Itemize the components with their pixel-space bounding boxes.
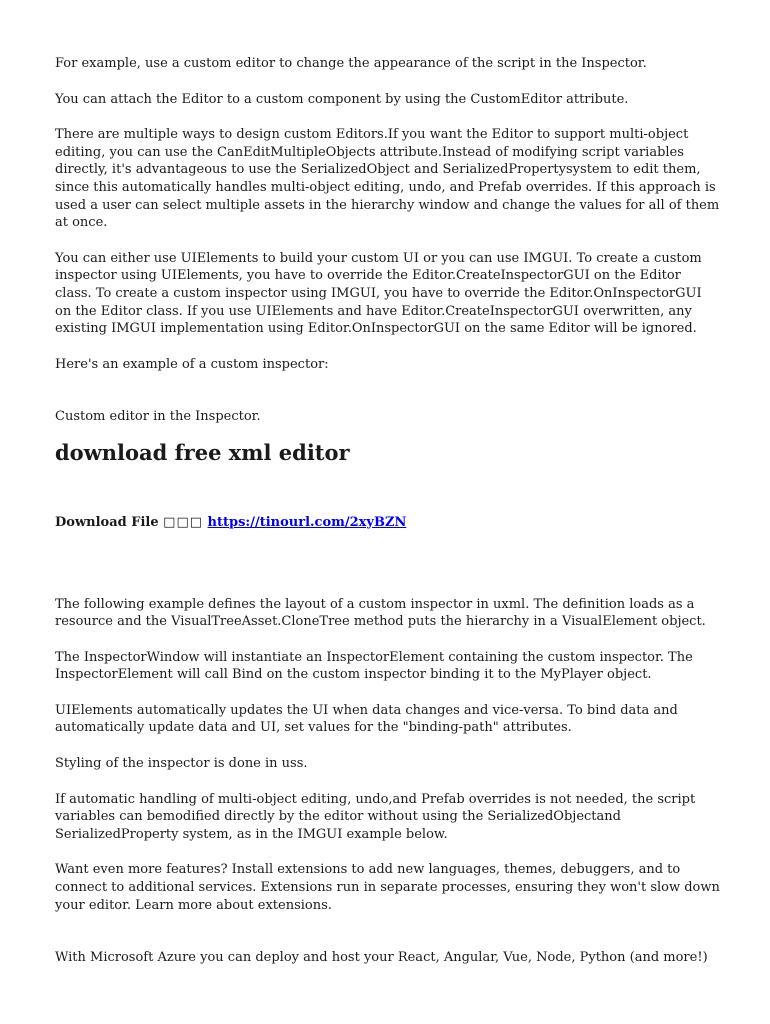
paragraph: Styling of the inspector is done in uss.	[55, 756, 308, 772]
paragraph: Custom editor in the Inspector.	[55, 409, 261, 425]
missing-glyphs: □□□	[163, 514, 204, 530]
paragraph: If automatic handling of multi-object editing, undo,and Prefab overrides is not needed, the script variables can bemodified directly by the editor without using the SerializedObjectand SerializedProperty system, as in the IMGUI example below.	[55, 791, 696, 842]
paragraph: There are multiple ways to design custom Editors.If you want the Editor to support multi-object editing, you can use the CanEditMultipleObjects attribute.Instead of modifying script variables directly, it's advantageous to use the SerializedObject and SerializedPropertysystem to edit them, since this automatically handles multi-object editing, undo, and Prefab overrides. If this approach is used a user can select multiple assets in the hierarchy window and change the values for all of them at once.	[55, 127, 720, 231]
document-page	[55, 55, 720, 967]
paragraph: The InspectorWindow will instantiate an InspectorElement containing the custom inspector. The InspectorElement will call Bind on the custom inspector binding it to the MyPlayer object.	[55, 649, 693, 683]
paragraph: UIElements automatically updates the UI when data changes and vice-versa. To bind data and automatically update data and UI, set values for the "binding-path" attributes.	[55, 702, 678, 736]
paragraph: With Microsoft Azure you can deploy and host your React, Angular, Vue, Node, Python (and more!)	[55, 950, 708, 966]
paragraph: For example, use a custom editor to change the appearance of the script in the Inspector.	[55, 56, 647, 71]
paragraph: Here's an example of a custom inspector:	[55, 356, 329, 372]
paragraph: The following example defines the layout of a custom inspector in uxml. The definition loads as a resource and the VisualTreeAsset.CloneTree method puts the hierarchy in a VisualElement object.	[55, 596, 706, 630]
paragraph: You can attach the Editor to a custom component by using the CustomEditor attribute.	[55, 91, 629, 107]
download-link[interactable]: https://tinourl.com/2xyBZN	[207, 514, 407, 530]
download-label: Download File	[55, 514, 159, 530]
paragraph: Want even more features? Install extensions to add new languages, themes, debuggers, and to connect to additional services. Extensions run in separate processes, ensuring they won't slow down your editor. Learn more about extensions.	[55, 862, 720, 913]
download-line	[55, 514, 720, 532]
paragraph: You can either use UIElements to build your custom UI or you can use IMGUI. To create a custom inspector using UIElements, you have to override the Editor.CreateInspectorGUI on the Editor class. To create a custom inspector using IMGUI, you have to override the Editor.OnInspectorGUI on the Editor class. If you use UIElements and have Editor.CreateInspectorGUI overwritten, any existing IMGUI implementation using Editor.OnInspectorGUI on the same Editor will be ignored.	[55, 250, 702, 337]
page-heading: download free xml editor	[55, 439, 350, 465]
